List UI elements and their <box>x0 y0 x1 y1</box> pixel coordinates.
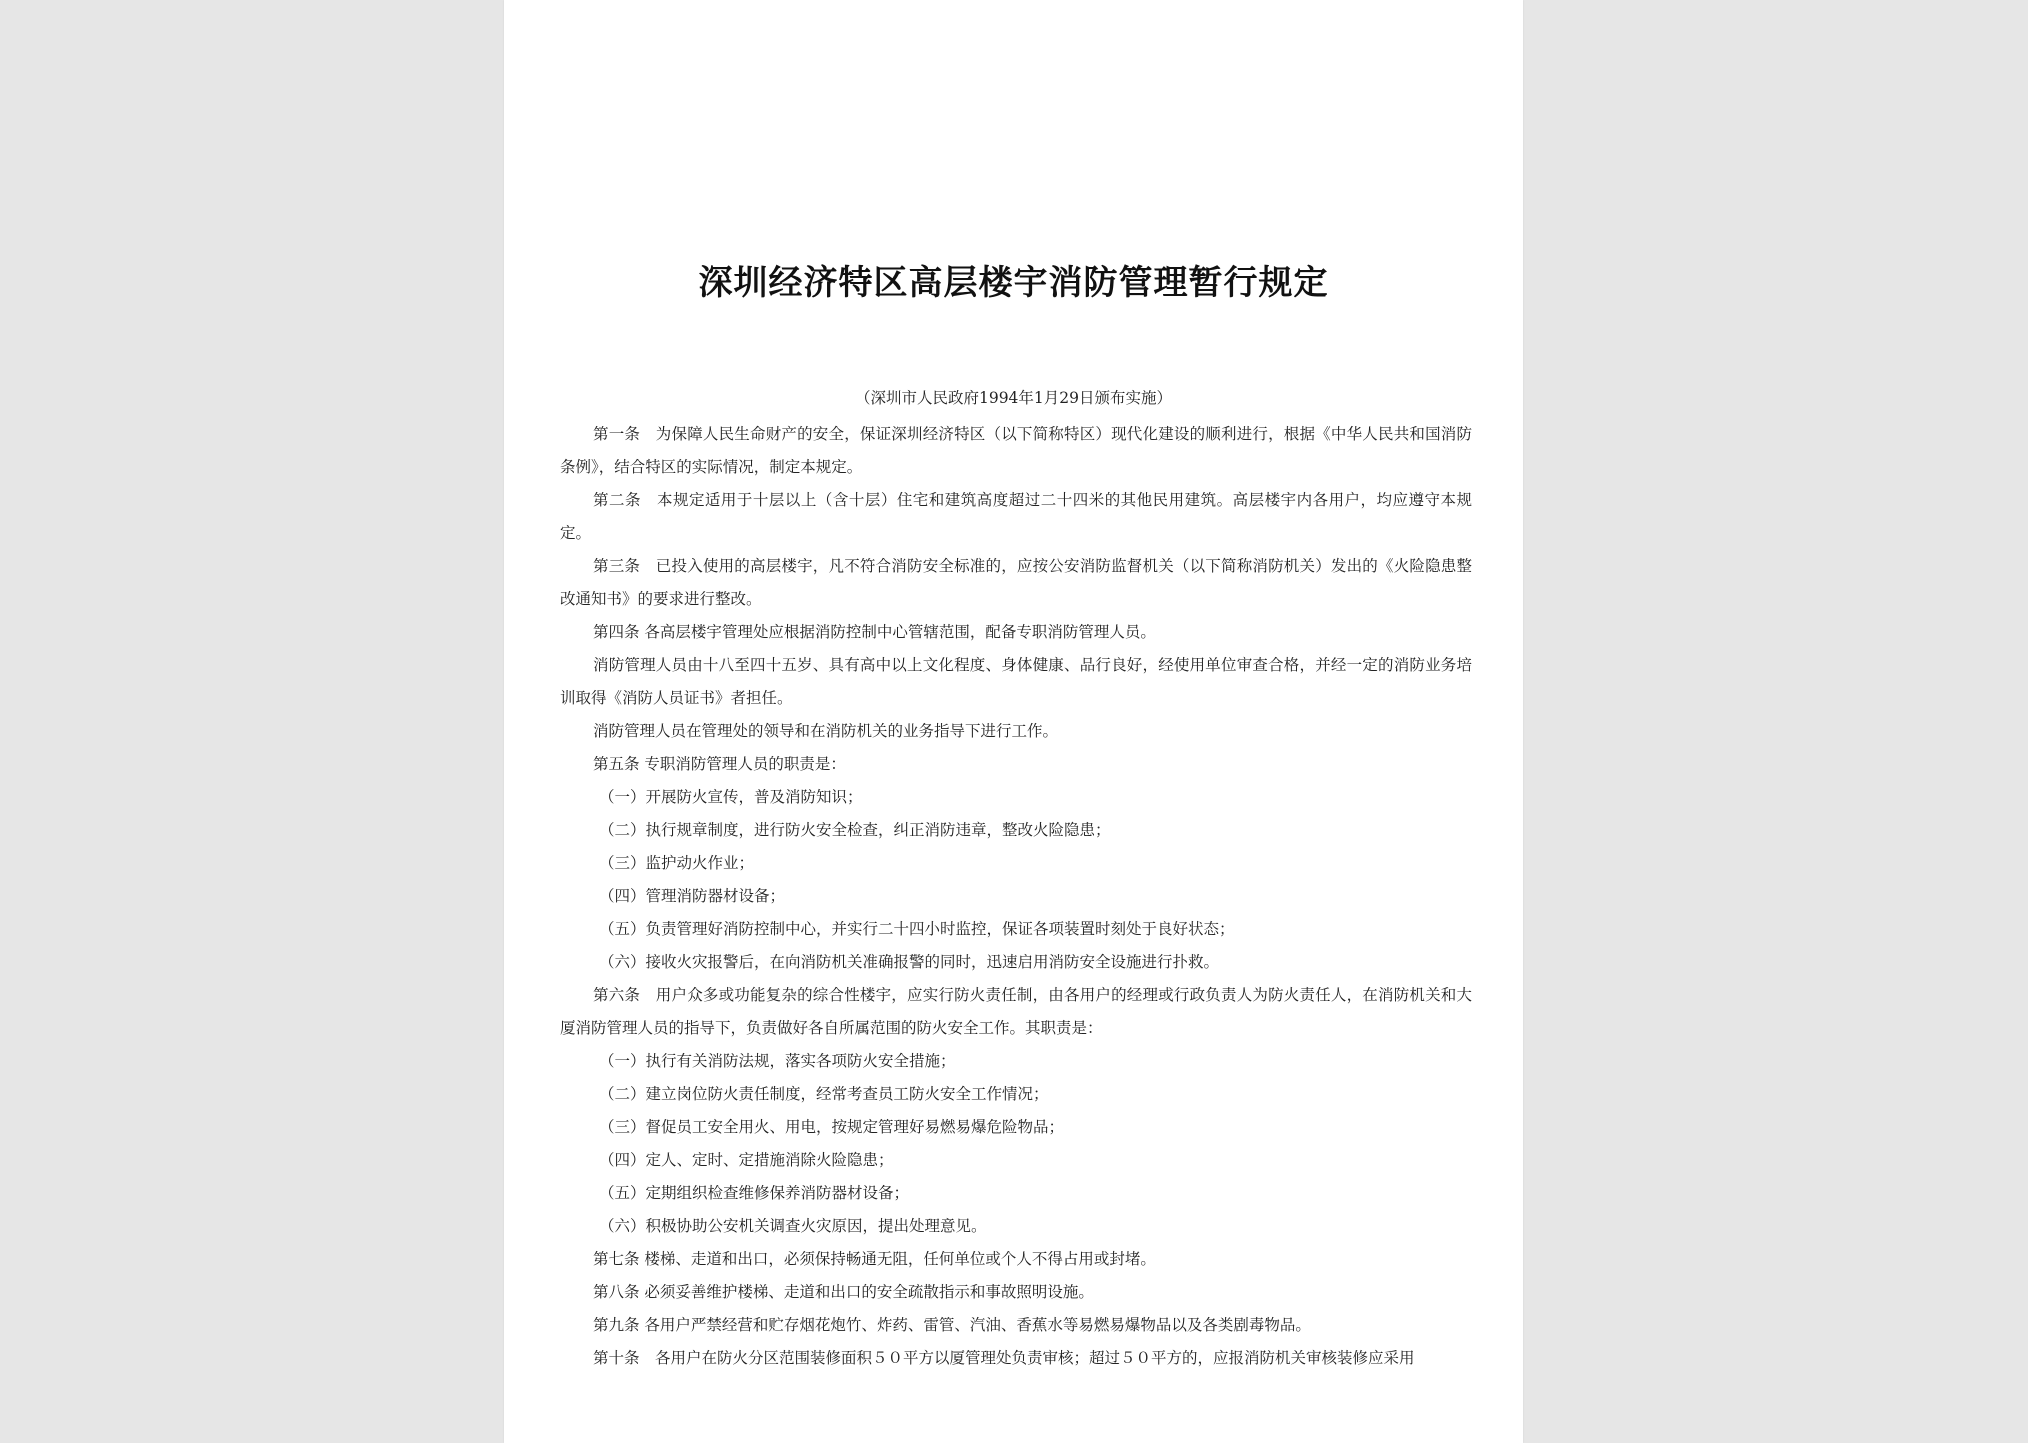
list-item: （六）积极协助公安机关调查火灾原因，提出处理意见。 <box>599 1217 987 1235</box>
list-item: （三）监护动火作业； <box>599 854 755 872</box>
list-item: （一）执行有关消防法规，落实各项防火安全措施； <box>599 1052 956 1070</box>
list-item: （四）定人、定时、定措施消除火险隐患； <box>599 1151 894 1169</box>
paragraph: 第一条 为保障人民生命财产的安全，保证深圳经济特区（以下简称特区）现代化建设的顺利进行，根据《中华人民共和国消防条例》，结合特区的实际情况，制定本规定。 <box>560 425 1472 476</box>
list-item: （二）建立岗位防火责任制度，经常考查员工防火安全工作情况； <box>599 1085 1049 1103</box>
list-item: （六）接收火灾报警后，在向消防机关准确报警的同时，迅速启用消防安全设施进行扑救。 <box>599 953 1220 971</box>
list-item: （一）开展防火宣传，普及消防知识； <box>599 788 863 806</box>
paragraph: 消防管理人员由十八至四十五岁、具有高中以上文化程度、身体健康、品行良好，经使用单位审查合格，并经一定的消防业务培训取得《消防人员证书》者担任。 <box>560 656 1472 707</box>
list-item: （二）执行规章制度，进行防火安全检查，纠正消防违章，整改火险隐患； <box>599 821 1111 839</box>
paragraph: 第八条 必须妥善维护楼梯、走道和出口的安全疏散指示和事故照明设施。 <box>593 1283 1094 1301</box>
list-item: （三）督促员工安全用火、用电，按规定管理好易燃易爆危险物品； <box>599 1118 1065 1136</box>
document-subtitle: （深圳市人民政府1994年1月29日颁布实施） <box>854 389 1173 407</box>
document-body <box>560 418 1472 1375</box>
paragraph: 第七条 楼梯、走道和出口，必须保持畅通无阻，任何单位或个人不得占用或封堵。 <box>593 1250 1156 1268</box>
document-title: 深圳经济特区高层楼宇消防管理暂行规定 <box>698 263 1329 303</box>
paragraph: 第五条 专职消防管理人员的职责是： <box>593 755 846 773</box>
paragraph: 第二条 本规定适用于十层以上（含十层）住宅和建筑高度超过二十四米的其他民用建筑。高层楼宇内各用户，均应遵守本规定。 <box>560 491 1472 542</box>
document-page <box>504 0 1523 1443</box>
paragraph: 消防管理人员在管理处的领导和在消防机关的业务指导下进行工作。 <box>593 722 1059 740</box>
paragraph: 第九条 各用户严禁经营和贮存烟花炮竹、炸药、雷管、汽油、香蕉水等易燃易爆物品以及各类剧毒物品。 <box>593 1316 1311 1334</box>
paragraph: 第六条 用户众多或功能复杂的综合性楼宇，应实行防火责任制，由各用户的经理或行政负责人为防火责任人，在消防机关和大厦消防管理人员的指导下，负责做好各自所属范围的防火安全工作。其职责是： <box>560 986 1472 1037</box>
list-item: （五）负责管理好消防控制中心，并实行二十四小时监控，保证各项装置时刻处于良好状态； <box>599 920 1235 938</box>
list-item: （四）管理消防器材设备； <box>599 887 786 905</box>
paragraph: 第四条 各高层楼宇管理处应根据消防控制中心管辖范围，配备专职消防管理人员。 <box>593 623 1156 641</box>
paragraph: 第三条 已投入使用的高层楼宇，凡不符合消防安全标准的，应按公安消防监督机关（以下简称消防机关）发出的《火险隐患整改通知书》的要求进行整改。 <box>560 557 1472 608</box>
paragraph: 第十条 各用户在防火分区范围装修面积５０平方以厦管理处负责审核；超过５０平方的，应报消防机关审核装修应采用 <box>593 1349 1415 1367</box>
list-item: （五）定期组织检查维修保养消防器材设备； <box>599 1184 910 1202</box>
